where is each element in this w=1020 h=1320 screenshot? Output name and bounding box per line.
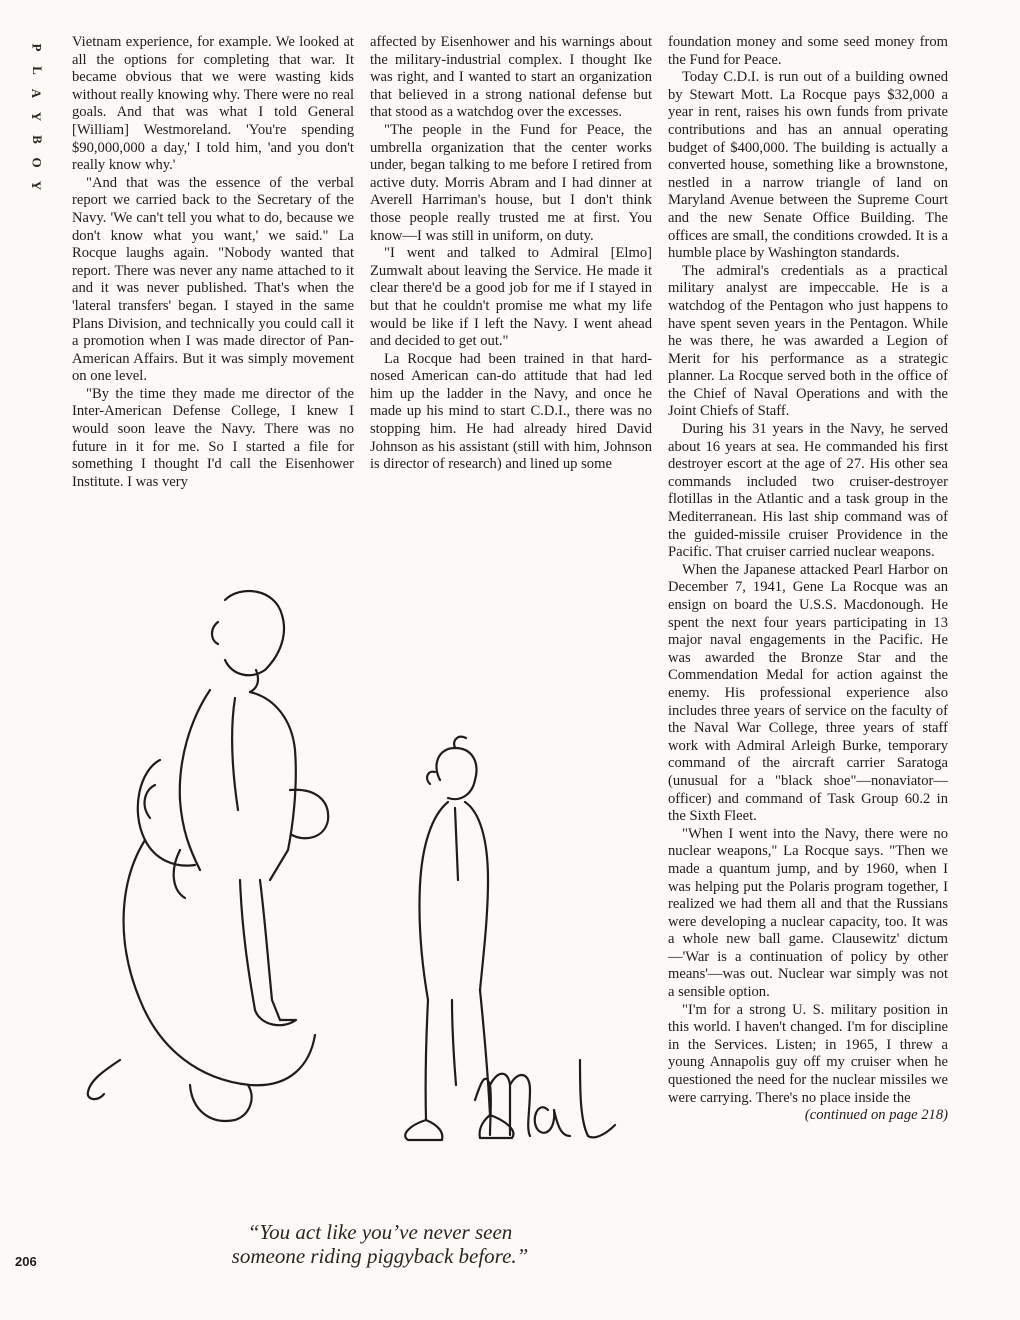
cartoon-illustration [60,580,660,1180]
paragraph: When the Japanese attacked Pearl Harbor on December 7, 1941, Gene La Rocque was an ensign on board the U.S.S. Macdonough. He spent the next four years participating in 13 major naval engagements in the Pacific. He was awarded the Bronze Star and the Commendation Medal for action against the enemy. His professional experience also includes three years of service on the faculty of the Naval War College, three years of staff work with Admiral Arleigh Burke, temporary command of the aircraft carrier Saratoga (unusual for a "black shoe"—nonaviator—officer) and command of Task Group 60.2 in the Sixth Fleet. [668,561,948,825]
paragraph: "By the time they made me director of the Inter-American Defense College, I knew I would soon leave the Navy. There was no future in it for me. So I started a file for something I thought I'd call the Eisenhower Institute. I was very [72,385,354,490]
masthead-letter: Y [29,111,45,122]
rider-jacket [250,692,296,880]
caption-line: someone riding piggyback before.” [231,1244,529,1268]
masthead-letter: A [29,88,45,99]
paragraph: "And that was the essence of the verbal report we carried back to the Secretary of the Navy. 'We can't tell you what to do, because we don't know what you want,' we said." La Rocque laughs again. "Nobody wanted that report. There was never any name attached to it and it was never published. That's when the 'lateral transfers' began. I stayed in the same Plans Division, and technically you could call it a promotion when I was made director of Pan-American Affairs. But it was simply movement on one level. [72,174,354,385]
masthead-letter: O [29,157,45,168]
masthead-letter: Y [29,180,45,191]
masthead-letter: P [29,43,45,52]
rider-head [225,591,284,675]
article-column-2 [370,34,652,474]
paragraph: Today C.D.I. is run out of a building owned by Stewart Mott. La Rocque pays $32,000 a year in rent, raises his own funds from private contributions and has an annual operating budget of $400,000. The building is actually a converted house, something like a brownstone, nestled in a narrow triangle of land on Maryland Avenue between the Supreme Court and the new Senate Office Building. The offices are small, the conditions crowded. It is a humble place by Washington standards. [668,69,948,262]
article-column-1 [72,34,354,491]
rider-legs [240,880,280,1020]
caption-line: “You act like you’ve never seen [247,1220,513,1244]
paragraph: "I'm for a strong U. S. military position in this world. I haven't changed. I'm for discipline in the Services. Listen; in 1965, I threw a young Annapolis guy off my cruiser when he questioned the need for the nuclear missiles we were carrying. There's no place inside the [668,1001,948,1106]
paragraph: The admiral's credentials as a practical military analyst are impeccable. He is a watchdog of the Pentagon who just happens to have spent seven years in the Pentagon. While he was there, he was awarded a Legion of Merit for his performance as a strategic planner. La Rocque served both in the office of the Chief of Naval Operations and with the Joint Chiefs of Staff. [668,262,948,420]
masthead [22,36,52,197]
paragraph: Vietnam experience, for example. We looked at all the options for completing that war. It became obvious that we were wasting kids without really knowing why. There were no real goals. And that was what I told General [William] Westmoreland. 'You're spending $90,000,000 a day,' I told him, 'and you don't really know why.' [72,34,354,174]
paragraph: affected by Eisenhower and his warnings about the military-industrial complex. I thought Ike was right, and I wanted to start an organization that believed in a strong national defense but that stood as a watchdog over the excesses. [370,34,652,121]
continued-note: (continued on page 218) [804,1107,948,1124]
paragraph: La Rocque had been trained in that hard-nosed American can-do attitude that had led him up the ladder in the Navy, and once he made up his mind to start C.D.I., there was no stopping him. He had already hired David Johnson as his assistant (still with him, Johnson is director of research) and lined up some [370,350,652,473]
masthead-letter: B [29,135,45,144]
cartoon-caption [150,1220,610,1268]
standing-man-body [419,802,448,1000]
article-column-3 [668,34,948,1125]
page-number: 206 [15,1254,37,1269]
artist-signature [475,1060,615,1137]
paragraph: "I went and talked to Admiral [Elmo] Zumwalt about leaving the Service. He made it clear there'd be a good job for me if I stayed in but that he couldn't promise me what my life would be like if I left the Navy. I went ahead and decided to get out." [370,245,652,350]
paragraph: "When I went into the Navy, there were no nuclear weapons," La Rocque says. "Then we made a quantum jump, and by 1960, when I was helping put the Polaris program together, I realized we had them all and that the Russians were developing a nuclear capacity, too. It was a whole new ball game. Clausewitz' dictum—'War is a continuation of policy by other means'—was out. Nuclear war simply was not a sensible option. [668,825,948,1001]
paragraph: "The people in the Fund for Peace, the umbrella organization that the center works under, began talking to me before I retired from active duty. Morris Abram and I had dinner at Averell Harriman's house, but I don't think those people really trusted me at first. You know—I was still in uniform, on duty. [370,121,652,244]
masthead-letter: L [29,66,45,75]
paragraph: During his 31 years in the Navy, he served about 16 years at sea. He commanded his first destroyer escort at the age of 27. His other sea commands included two cruiser-destroyer flotillas in the Atlantic and a task group in the Mediterranean. His last ship command was of the guided-missile cruiser Providence in the Pacific. That cruiser carried nuclear weapons. [668,421,948,561]
standing-man-head [436,748,476,799]
paragraph: foundation money and some seed money from the Fund for Peace. [668,34,948,68]
